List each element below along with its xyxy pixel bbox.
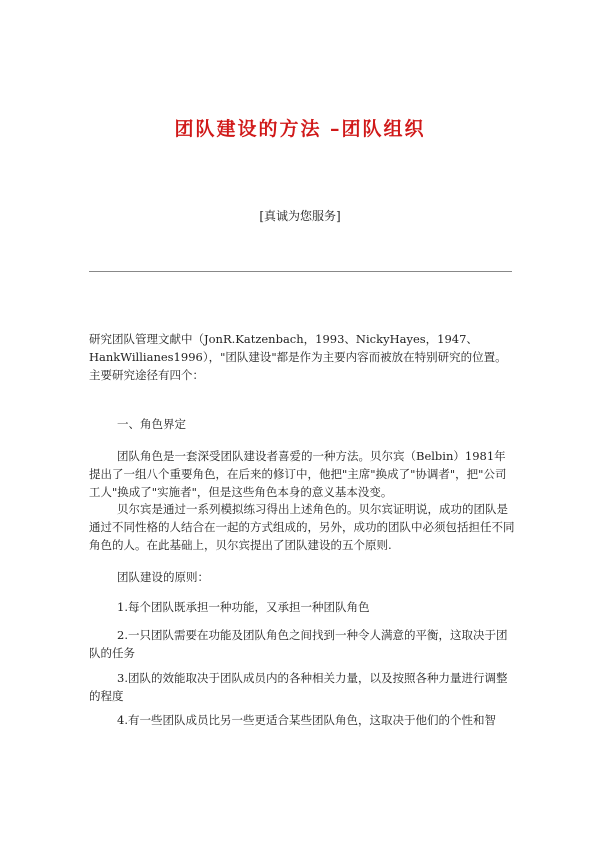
section-heading-role-definition: 一、角色界定 xyxy=(117,417,186,431)
paragraph-team-roles: 团队角色是一套深受团队建设者喜爱的一种方法。贝尔宾（Belbin）1981年提出了一组八个重要角色，在后来的修订中，他把"主席"换成了"协调者"，把"公司工人"换成了"实施者"，但是这些角色本身的意义基本没变。 xyxy=(89,449,507,499)
principles-heading: 团队建设的原则： xyxy=(117,570,209,584)
principle-item-4: 4.有一些团队成员比另一些更适合某些团队角色，这取决于他们的个性和智 xyxy=(117,713,496,727)
principle-item-2: 2.一只团队需要在功能及团队角色之间找到一种令人满意的平衡，这取决于团队的任务 xyxy=(89,628,508,660)
service-slogan: [真诚为您服务] xyxy=(259,209,341,223)
intro-paragraph: 研究团队管理文献中（JonR.Katzenbach，1993、NickyHayes，1947、HankWillianes1996），"团队建设"都是作为主要内容而被放在特别研究的位置。主要研究途径有四个： xyxy=(89,332,507,382)
horizontal-divider xyxy=(89,271,512,272)
paragraph-belbin: 贝尔宾是通过一系列模拟练习得出上述角色的。贝尔宾证明说，成功的团队是通过不同性格的人结合在一起的方式组成的，另外，成功的团队中必须包括担任不同角色的人。在此基础上，贝尔宾提出了团队建设的五个原则. xyxy=(89,502,515,552)
principle-item-1: 1.每个团队既承担一种功能，又承担一种团队角色 xyxy=(117,600,370,614)
document-title: 团队建设的方法 –团队组织 xyxy=(174,118,426,140)
principle-item-3: 3.团队的效能取决于团队成员内的各种相关力量，以及按照各种力量进行调整的程度 xyxy=(89,671,508,703)
